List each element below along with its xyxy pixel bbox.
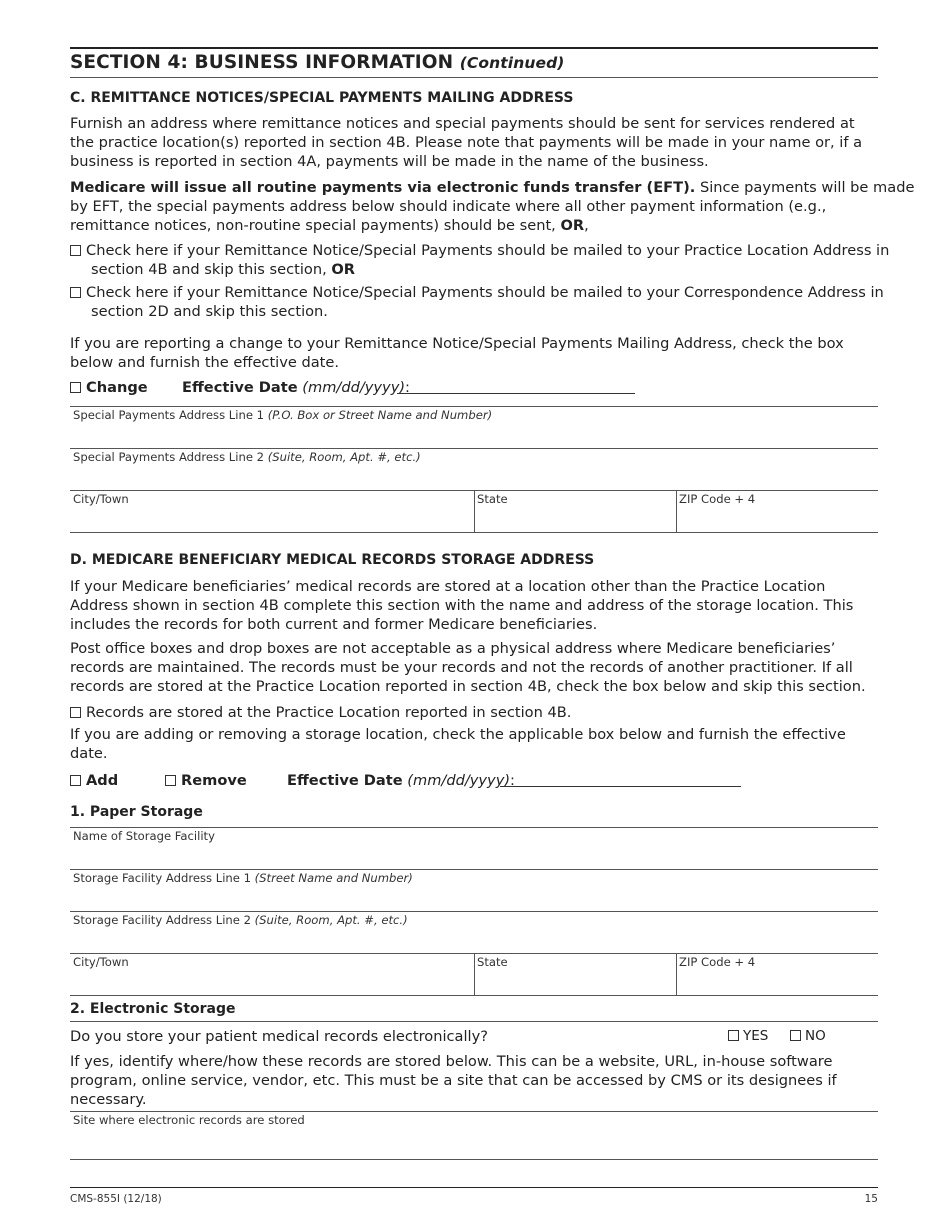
remove-checkbox[interactable] (165, 775, 176, 786)
no-checkbox[interactable] (790, 1030, 801, 1041)
yes-checkbox[interactable] (728, 1030, 739, 1041)
facility-address-line1-field[interactable]: Storage Facility Address Line 1 (Street Name and Number) (73, 871, 413, 885)
facility-address-line2-field[interactable]: Storage Facility Address Line 2 (Suite, Room, Apt. #, etc.) (73, 913, 408, 927)
remove-option: Remove (165, 771, 247, 790)
correspondence-address-checkbox[interactable] (70, 287, 81, 298)
add-checkbox[interactable] (70, 775, 81, 786)
special-state-field[interactable]: State (477, 492, 508, 506)
add-option: Add (70, 771, 118, 790)
change-row (70, 378, 148, 397)
change-label: Change (86, 379, 148, 396)
effective-date-label: Effective Date (mm/dd/yyyy): (182, 379, 410, 396)
section-d-pobox-paragraph: Post office boxes and drop boxes are not acceptable as a physical address where Medicare beneficiaries’ records are maintained. The records must be your records and not the records of another practitioner. If all records are stored at the Practice Location reported in section 4B, check the box below and skip this section. (70, 640, 866, 695)
section-c-intro: Furnish an address where remittance notices and special payments should be sent for services rendered at the practice location(s) reported in section 4B. Please note that payments will be made in your name or, if a business is reported in section 4A, payments will be made in the name of the business. (70, 115, 863, 170)
electronic-storage-heading: 2. Electronic Storage (70, 1001, 236, 1017)
electronic-records-site-field[interactable]: Site where electronic records are stored (73, 1113, 305, 1127)
page-number: 15 (864, 1193, 878, 1205)
storage-effective-date-field[interactable] (500, 786, 741, 787)
no-option: NO (790, 1027, 826, 1046)
records-stored-checkbox[interactable] (70, 707, 81, 718)
section-d-heading: D. MEDICARE BENEFICIARY MEDICAL RECORDS STORAGE ADDRESS (70, 552, 595, 568)
electronic-storage-question: Do you store your patient medical records electronically? (70, 1028, 488, 1045)
footer-rule (70, 1187, 878, 1188)
practice-location-checkbox[interactable] (70, 245, 81, 256)
header-bottom-rule (70, 77, 878, 78)
special-zip-field[interactable]: ZIP Code + 4 (679, 492, 756, 506)
section-d-intro: If your Medicare beneficiaries’ medical records are stored at a location other than the Practice Location Address shown in section 4B complete this section with the name and address of the storage location. This includes the records for both current and former Medicare beneficiaries. (70, 578, 854, 633)
form-id: CMS-855I (12/18) (70, 1193, 162, 1205)
yes-option: YES (728, 1027, 768, 1046)
storage-facility-name-field[interactable]: Name of Storage Facility (73, 829, 215, 843)
storage-effective-date-label: Effective Date (mm/dd/yyyy): (287, 772, 515, 789)
special-address-line1-field[interactable]: Special Payments Address Line 1 (P.O. Box or Street Name and Number) (73, 408, 493, 422)
electronic-storage-instructions: If yes, identify where/how these records are stored below. This can be a website, URL, in-house software program, online service, vendor, etc. This must be a site that can be accessed by CMS or its designees if necessary. (70, 1053, 837, 1108)
special-city-field[interactable]: City/Town (73, 492, 129, 506)
section-c-eft-paragraph: Medicare will issue all routine payments via electronic funds transfer (EFT). Since payments will be made by EFT, the special payments address below should indicate where all other payment information (e.g., remittance notices, non-routine special payments) should be sent, OR, (70, 179, 915, 234)
practice-location-option: Check here if your Remittance Notice/Special Payments should be mailed to your Practice Location Address in section 4B and skip this section, OR (70, 241, 889, 279)
facility-state-field[interactable]: State (477, 955, 508, 969)
correspondence-address-option: Check here if your Remittance Notice/Special Payments should be mailed to your Correspondence Address in section 2D and skip this section. (70, 283, 884, 321)
records-stored-option: Records are stored at the Practice Location reported in section 4B. (70, 703, 571, 722)
change-checkbox[interactable] (70, 382, 81, 393)
section-c-heading: C. REMITTANCE NOTICES/SPECIAL PAYMENTS MAILING ADDRESS (70, 90, 574, 106)
special-address-line2-field[interactable]: Special Payments Address Line 2 (Suite, Room, Apt. #, etc.) (73, 450, 421, 464)
change-instructions: If you are reporting a change to your Remittance Notice/Special Payments Mailing Address, check the box below and furnish the effective date. (70, 335, 844, 371)
facility-zip-field[interactable]: ZIP Code + 4 (679, 955, 756, 969)
paper-storage-heading: 1. Paper Storage (70, 804, 203, 820)
section-title: SECTION 4: BUSINESS INFORMATION (Continued) (70, 52, 565, 73)
facility-city-field[interactable]: City/Town (73, 955, 129, 969)
adding-instructions: If you are adding or removing a storage location, check the applicable box below and furnish the effective date. (70, 726, 846, 762)
header-top-rule (70, 47, 878, 49)
effective-date-field[interactable] (397, 393, 635, 394)
